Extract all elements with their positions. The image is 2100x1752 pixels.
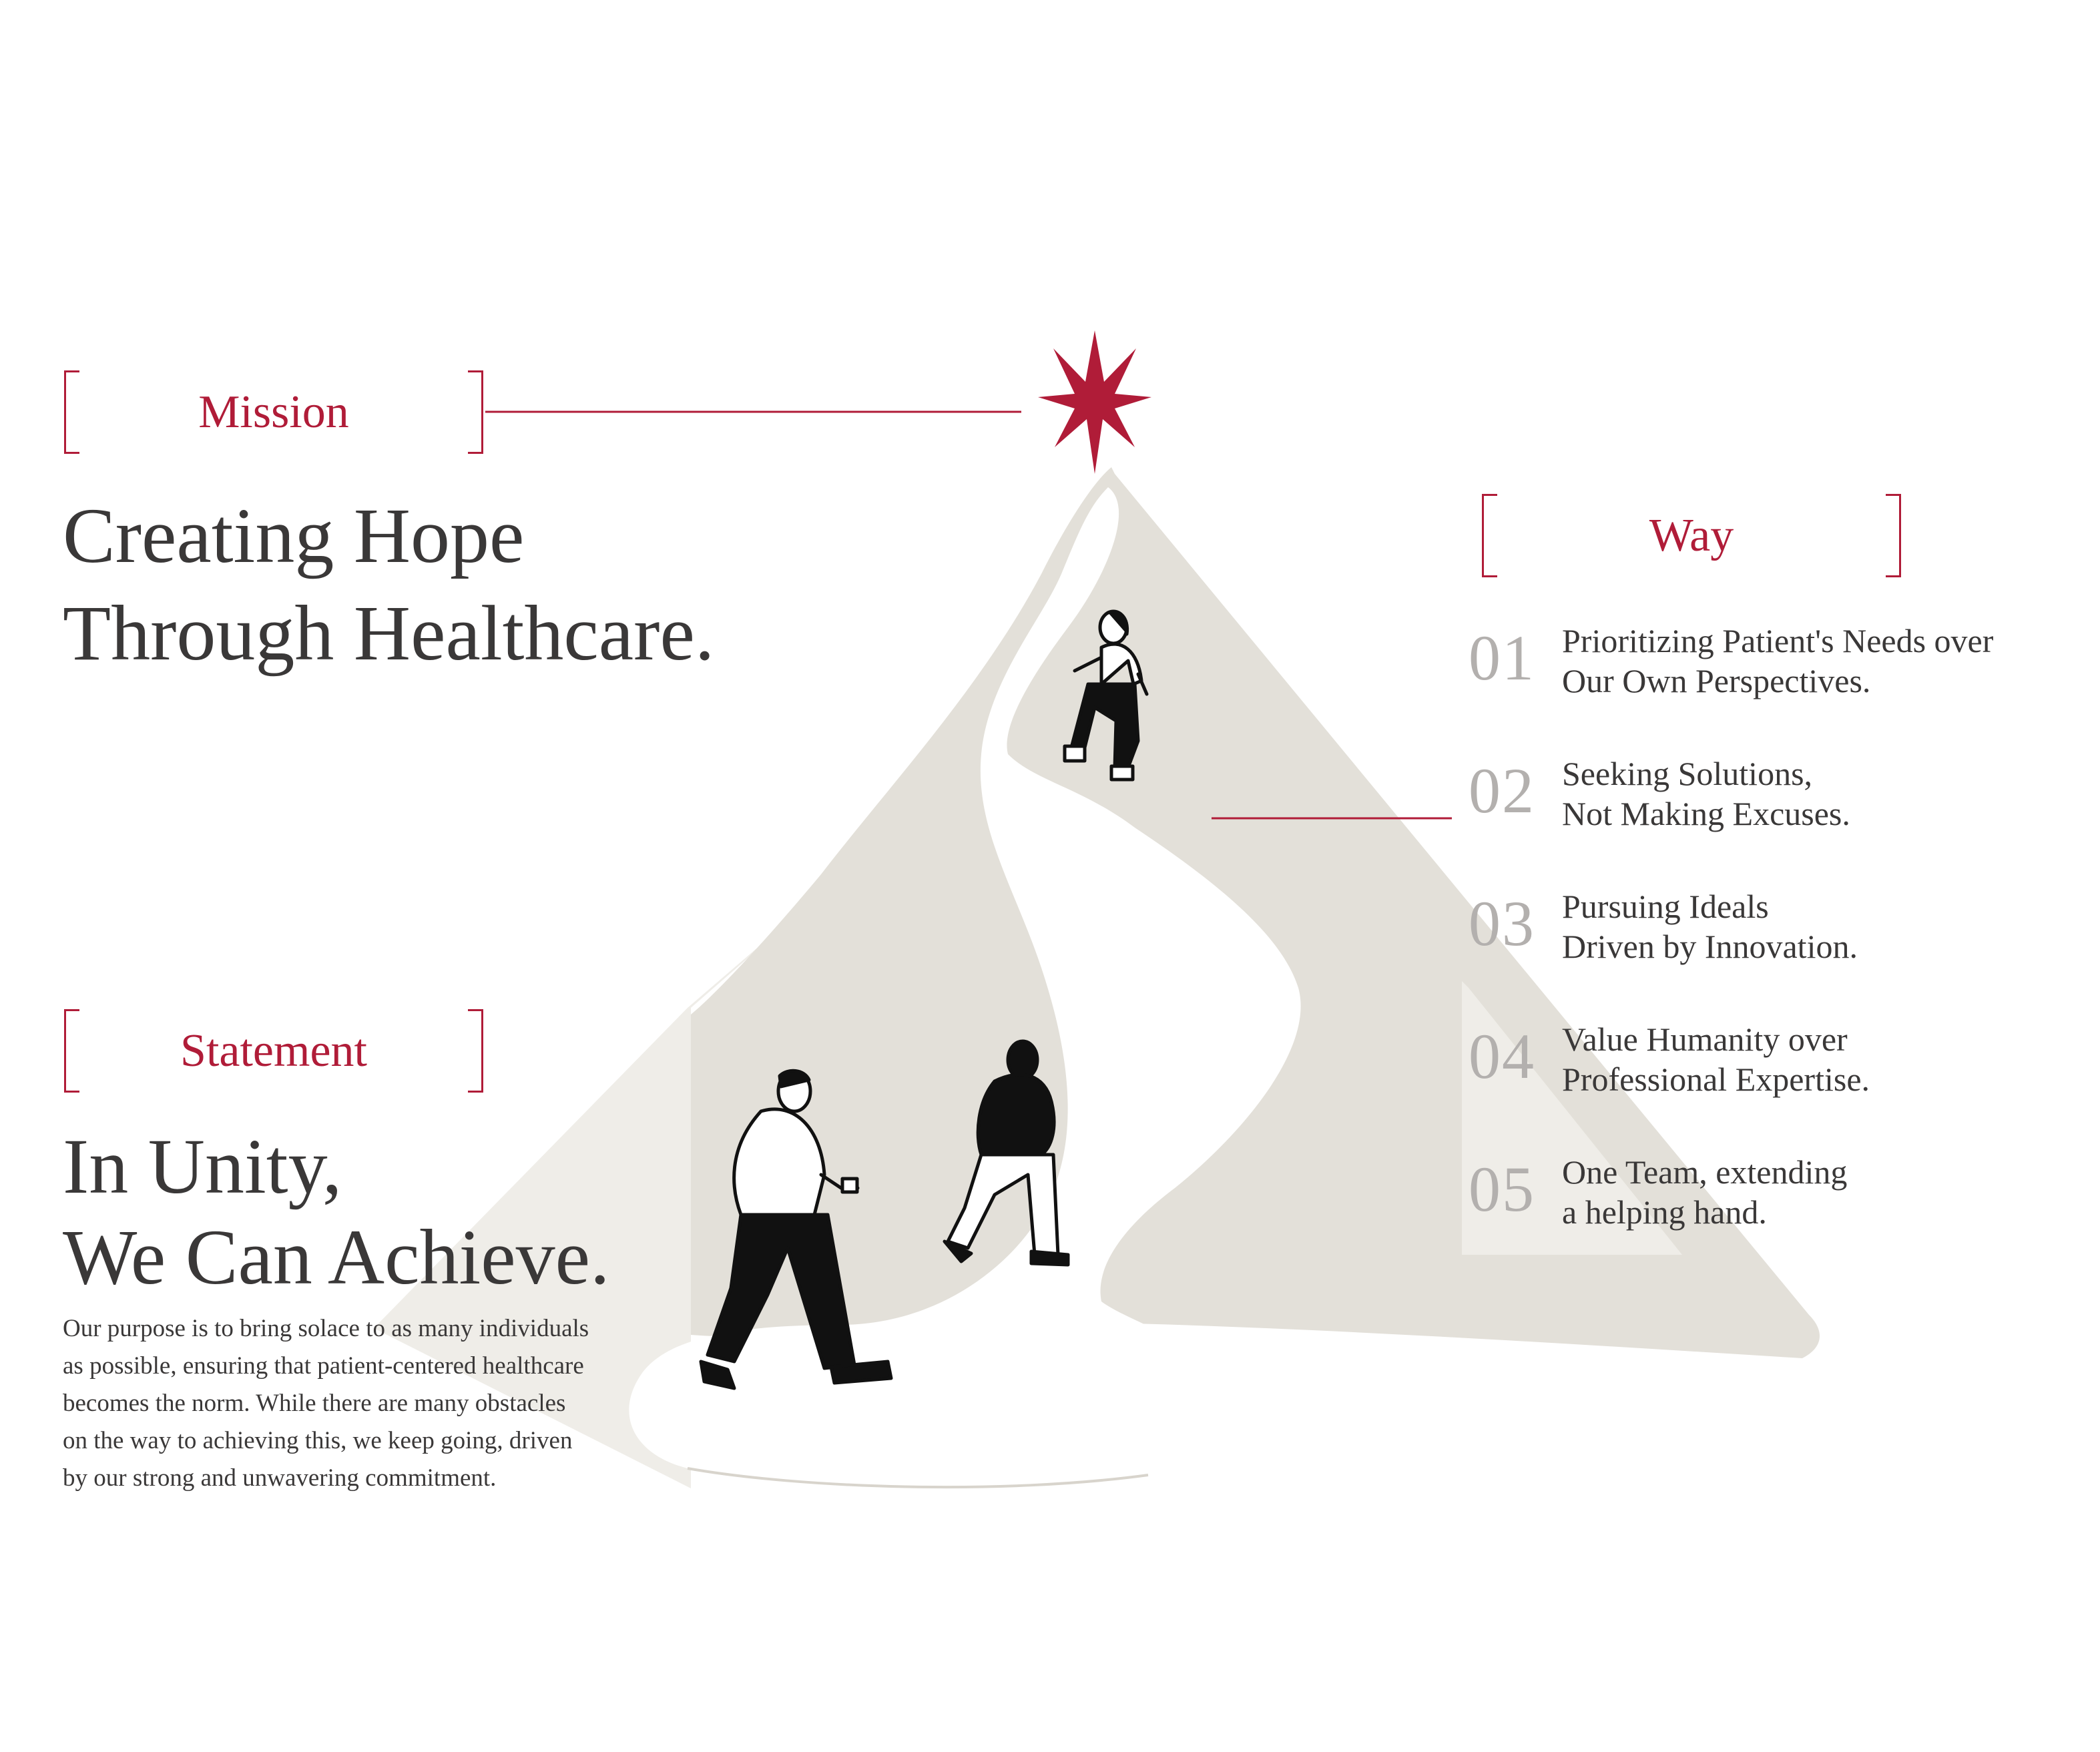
way-item-number: 01 [1469, 622, 1535, 693]
way-item-text [1562, 754, 1850, 834]
way-item-line-1: Pursuing Ideals [1562, 888, 1769, 925]
way-item-line-1: Value Humanity over [1562, 1020, 1848, 1058]
way-item-text [1562, 886, 1858, 966]
way-item-number: 02 [1469, 755, 1535, 826]
mission-headline-line-2: Through Healthcare. [63, 589, 715, 677]
statement-label: Statement [180, 1025, 367, 1077]
statement-label-box [64, 1009, 483, 1093]
way-item-text [1562, 1152, 1847, 1232]
way-item-line-1: One Team, extending [1562, 1153, 1848, 1191]
statement-headline [63, 1121, 610, 1303]
statement-headline-line-2: We Can Achieve. [63, 1213, 610, 1301]
statement-headline-line-1: In Unity, [63, 1123, 342, 1210]
way-item-number: 03 [1469, 888, 1535, 959]
way-item [1469, 1019, 2083, 1152]
statement-body-line-5: by our strong and unwavering commitment. [63, 1464, 497, 1492]
statement-body-line-2: as possible, ensuring that patient-centered healthcare [63, 1352, 584, 1380]
statement-body-line-1: Our purpose is to bring solace to as many individuals [63, 1315, 589, 1342]
statement-body-line-3: becomes the norm. While there are many obstacles [63, 1390, 566, 1417]
mission-headline [63, 487, 714, 682]
way-item [1469, 886, 2083, 1019]
way-item [1469, 621, 2083, 754]
way-item-text [1562, 1019, 1870, 1099]
way-item-text [1562, 621, 1993, 701]
way-item-number: 05 [1469, 1153, 1535, 1225]
statement-body [63, 1310, 677, 1497]
star-icon [1038, 330, 1151, 474]
way-item-line-2: a helping hand. [1562, 1193, 1767, 1231]
way-item-line-1: Seeking Solutions, [1562, 755, 1813, 792]
way-label-box [1482, 494, 1901, 577]
way-item [1469, 754, 2083, 886]
way-item-number: 04 [1469, 1020, 1535, 1092]
statement-body-line-4: on the way to achieving this, we keep going, driven [63, 1427, 573, 1454]
way-item-line-2: Not Making Excuses. [1562, 795, 1850, 832]
mission-label-box [64, 370, 483, 454]
way-item-line-1: Prioritizing Patient's Needs over [1562, 622, 1994, 659]
mission-headline-line-1: Creating Hope [63, 492, 525, 579]
mission-label: Mission [198, 386, 349, 438]
way-item-line-2: Our Own Perspectives. [1562, 662, 1871, 699]
way-list [1469, 621, 2083, 1285]
way-item [1469, 1152, 2083, 1285]
way-item-line-2: Driven by Innovation. [1562, 928, 1858, 965]
way-label: Way [1649, 509, 1734, 561]
way-item-line-2: Professional Expertise. [1562, 1061, 1870, 1098]
